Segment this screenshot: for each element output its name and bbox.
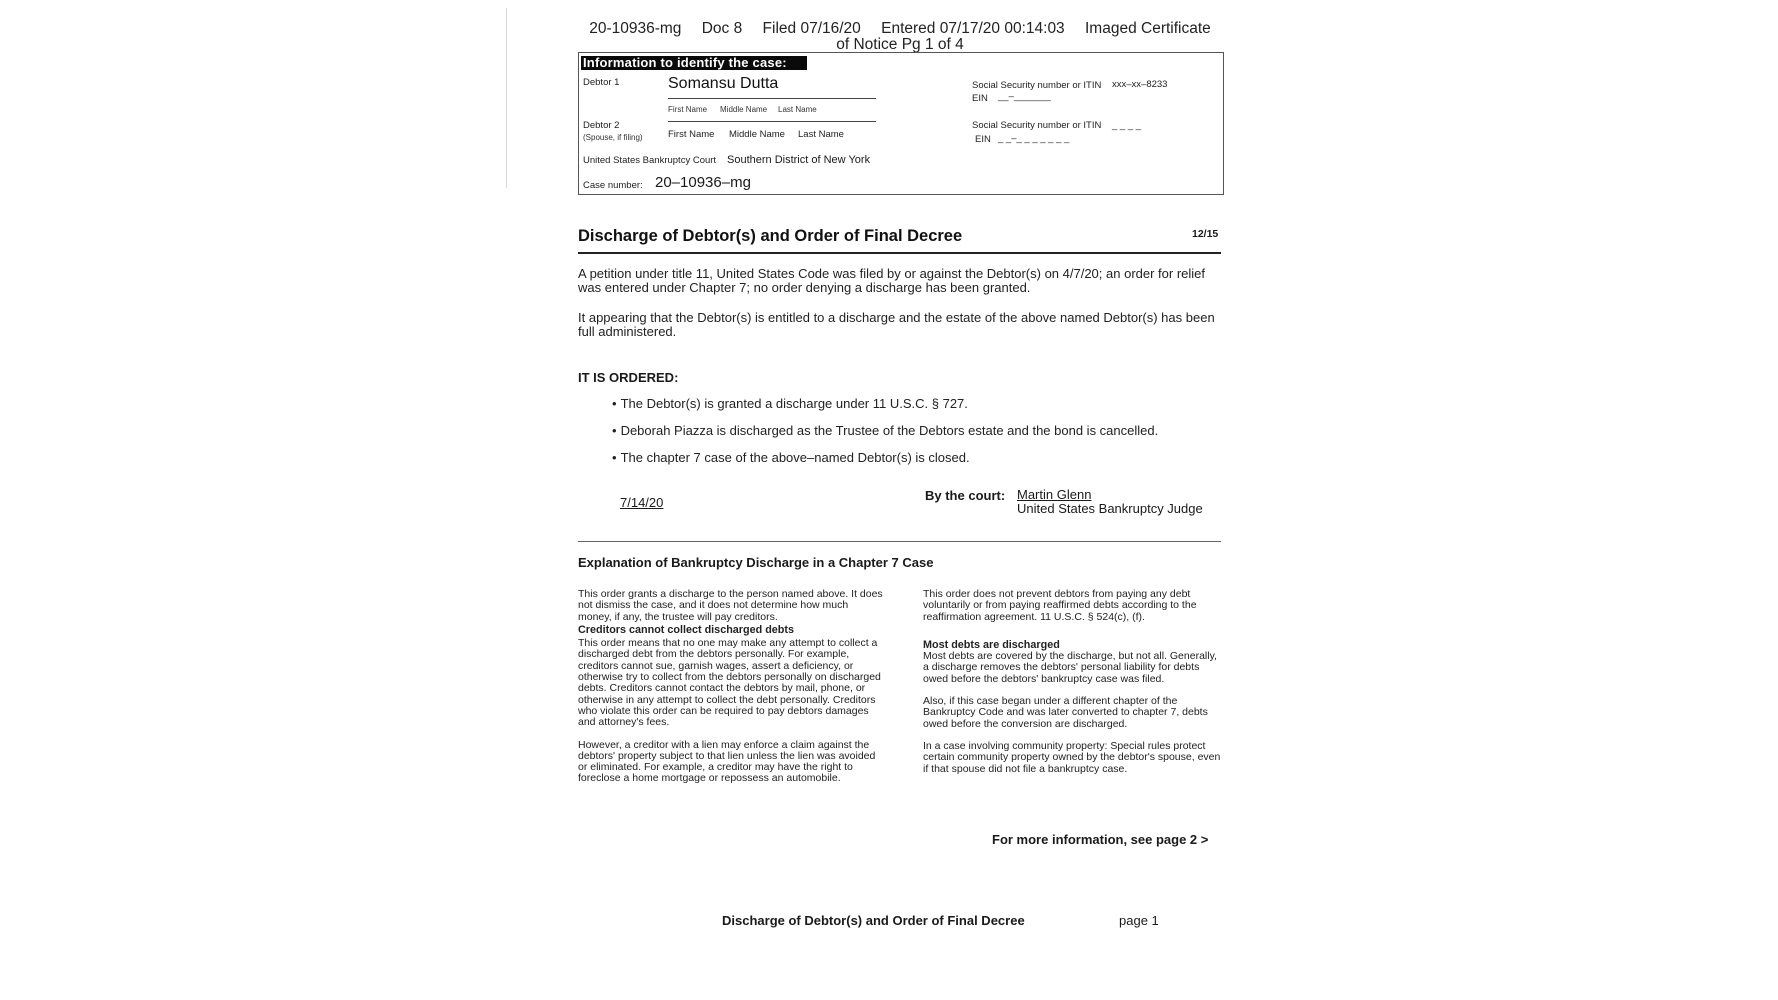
ssn2-value: _ _ _ _ [1112,120,1142,131]
order-bullet [612,423,1158,438]
header-case-number: 20-10936-mg [589,20,682,37]
court-label: United States Bankruptcy Court [583,155,717,166]
bullet-dot: • [612,423,617,438]
bullet-dot: • [612,450,617,465]
filing-header [560,20,1240,54]
scan-edge-line [506,8,507,188]
debtor1-name: Somansu Dutta [668,75,779,92]
ssn1-value: xxx–xx–8233 [1112,79,1168,90]
order-bullet [612,450,970,465]
left-paragraph-3: However, a creditor with a lien may enforce a claim against the debtors' property subject to that lien unless the lien was avoided or eliminated. For example, a creditor may have the right to foreclose a home mortgage or repossess an automobile. [578,738,876,785]
ein1-value: __–_______ [998,91,1051,102]
judge-title: United States Bankruptcy Judge [1017,501,1203,516]
header-doc: Doc 8 [701,20,743,37]
court-value: Southern District of New York [727,154,871,166]
ordered-heading: IT IS ORDERED: [578,370,679,385]
left-paragraph-2: This order means that no one may make any attempt to collect a discharged debt from the debtors personally. For example, creditors cannot sue, garnish wages, assert a deficiency, or otherwise try to collect from the debtors personally on discharged debts. Creditors cannot contact the debtors by mail, phone, or otherwise in any attempt to collect the debt personally. Creditors who violate this order can be required to pay debtors damages and attorney's fees. [578,637,881,729]
right-paragraph-3: Also, if this case began under a different chapter of the Bankruptcy Code and was later converted to chapter 7, debts owed before the conversion are discharged. [923,695,1208,730]
right-paragraph-2: Most debts are covered by the discharge, but not all. Generally, a discharge removes the debtors' personal liability for debts owed before the debtors' bankruptcy case was filed. [923,650,1217,685]
form-version: 12/15 [1192,228,1219,240]
footer-page-number: page 1 [1119,913,1159,928]
ein2-value: _ _–_ _ _ _ _ _ _ [998,133,1070,144]
petition-paragraph: A petition under title 11, United States Code was filed by or against the Debtor(s) on 4/7/20; an order for relief was entered under Chapter 7; no order denying a discharge has been granted. [578,266,1206,295]
bullet-dot: • [612,396,617,411]
judge-name: Martin Glenn [1017,487,1092,502]
document-title: Discharge of Debtor(s) and Order of Final Decree [578,227,963,245]
debtor1-label: Debtor 1 [583,77,620,88]
debtor1-first-sub: First Name [668,105,708,114]
explanation-right-column [923,589,1223,775]
title-rule [578,252,1221,254]
ein2-label: EIN [975,134,991,145]
ein1-label: EIN [972,93,988,104]
more-information-link: For more information, see page 2 > [992,832,1209,847]
order-bullet-text: The Debtor(s) is granted a discharge under 11 U.S.C. § 727. [620,396,968,411]
explanation-title: Explanation of Bankruptcy Discharge in a Chapter 7 Case [578,555,934,570]
judge-signature-block [1017,488,1203,516]
debtor2-sub: (Spouse, if filing) [583,133,643,142]
order-bullet-text: The chapter 7 case of the above–named Debtor(s) is closed. [620,450,970,465]
left-heading-creditors: Creditors cannot collect discharged debts [578,623,794,636]
case-number-value: 20–10936–mg [655,174,751,191]
left-paragraph-1: This order grants a discharge to the person named above. It does not dismiss the case, and it does not determine how much money, if any, the trustee will pay creditors. [578,588,883,623]
debtor2-last: Last Name [798,129,844,140]
ssn1-label: Social Security number or ITIN [972,80,1102,91]
info-banner: Information to identify the case: [581,56,807,70]
debtor2-topline [668,121,876,122]
order-bullet-text: Deborah Piazza is discharged as the Trustee of the Debtors estate and the bond is cancelled. [620,423,1159,438]
order-bullet [612,396,968,411]
debtor2-middle: Middle Name [729,129,785,140]
right-paragraph-4: In a case involving community property: Special rules protect certain community property owned by the debtor's spouse, even if that spouse did not file a bankruptcy case. [923,739,1221,775]
debtor1-last-sub: Last Name [778,105,817,114]
case-info-box [578,52,1224,195]
case-number-label: Case number: [583,180,643,191]
footer-title: Discharge of Debtor(s) and Order of Final Decree [722,913,1025,928]
header-imaged: Imaged Certificate [1085,20,1211,37]
header-entered: Entered 07/17/20 00:14:03 [881,20,1065,37]
debtor1-underline [668,98,876,99]
debtor2-label: Debtor 2 [583,120,620,131]
right-paragraph-1: This order does not prevent debtors from paying any debt voluntarily or from paying reaffirmed debts according to the reaffirmation agreement. 11 U.S.C. § 524(c), (f). [923,588,1197,623]
entitlement-paragraph: It appearing that the Debtor(s) is entitled to a discharge and the estate of the above named Debtor(s) has been full administered. [578,310,1215,339]
header-line2: of Notice Pg 1 of 4 [836,36,964,53]
debtor2-first: First Name [668,129,715,140]
right-heading-most-debts: Most debts are discharged [923,638,1060,651]
header-filed: Filed 07/16/20 [762,20,861,37]
debtor1-middle-sub: Middle Name [720,105,768,114]
by-the-court-label: By the court: [925,488,1006,503]
ssn2-label: Social Security number or ITIN [972,120,1102,131]
order-date: 7/14/20 [620,495,664,510]
explanation-left-column [578,589,883,785]
section-rule [578,541,1221,542]
